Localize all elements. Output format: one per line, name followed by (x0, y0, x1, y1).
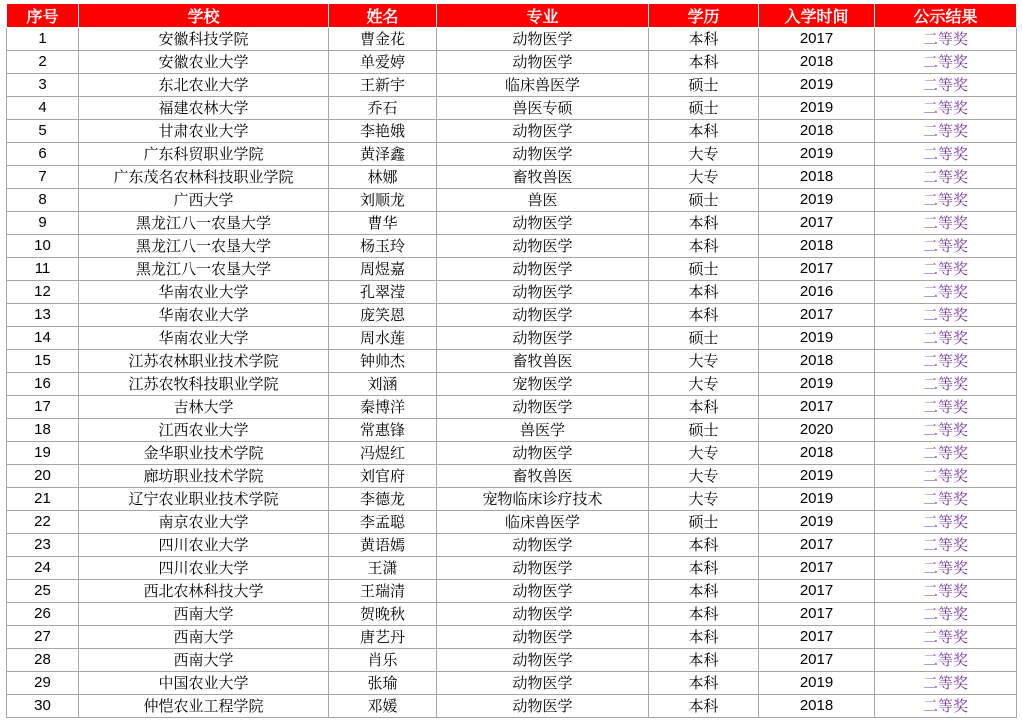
cell-major: 动物医学 (437, 281, 649, 304)
cell-result: 二等奖 (875, 258, 1017, 281)
table-row (7, 442, 1017, 465)
cell-major: 畜牧兽医 (437, 350, 649, 373)
cell-major: 宠物临床诊疗技术 (437, 488, 649, 511)
cell-school: 江苏农林职业技术学院 (79, 350, 329, 373)
cell-school: 华南农业大学 (79, 304, 329, 327)
table-row (7, 189, 1017, 212)
cell-school: 金华职业技术学院 (79, 442, 329, 465)
cell-result: 二等奖 (875, 189, 1017, 212)
table-row (7, 281, 1017, 304)
cell-enroll-year: 2019 (759, 74, 875, 97)
cell-enroll-year: 2017 (759, 534, 875, 557)
cell-result: 二等奖 (875, 212, 1017, 235)
cell-result: 二等奖 (875, 488, 1017, 511)
cell-school: 西南大学 (79, 603, 329, 626)
cell-major: 动物医学 (437, 327, 649, 350)
cell-degree: 硕士 (649, 74, 759, 97)
cell-major: 兽医学 (437, 419, 649, 442)
table-row (7, 580, 1017, 603)
cell-index: 13 (7, 304, 79, 327)
cell-degree: 本科 (649, 603, 759, 626)
cell-school: 西南大学 (79, 649, 329, 672)
cell-degree: 本科 (649, 51, 759, 74)
table-row (7, 28, 1017, 51)
cell-result: 二等奖 (875, 580, 1017, 603)
cell-school: 广东茂名农林科技职业学院 (79, 166, 329, 189)
table-row (7, 373, 1017, 396)
cell-major: 动物医学 (437, 235, 649, 258)
table-row (7, 488, 1017, 511)
cell-degree: 大专 (649, 350, 759, 373)
cell-name: 王潇 (329, 557, 437, 580)
cell-result: 二等奖 (875, 327, 1017, 350)
cell-result: 二等奖 (875, 649, 1017, 672)
cell-name: 常惠锋 (329, 419, 437, 442)
cell-enroll-year: 2018 (759, 51, 875, 74)
cell-school: 广西大学 (79, 189, 329, 212)
cell-index: 22 (7, 511, 79, 534)
cell-enroll-year: 2017 (759, 580, 875, 603)
cell-degree: 本科 (649, 304, 759, 327)
cell-name: 唐艺丹 (329, 626, 437, 649)
cell-name: 周水莲 (329, 327, 437, 350)
cell-result: 二等奖 (875, 97, 1017, 120)
table-row (7, 235, 1017, 258)
cell-school: 华南农业大学 (79, 327, 329, 350)
cell-degree: 本科 (649, 534, 759, 557)
cell-major: 动物医学 (437, 603, 649, 626)
cell-index: 10 (7, 235, 79, 258)
cell-enroll-year: 2018 (759, 235, 875, 258)
cell-school: 四川农业大学 (79, 557, 329, 580)
cell-enroll-year: 2018 (759, 166, 875, 189)
cell-enroll-year: 2018 (759, 350, 875, 373)
cell-name: 林娜 (329, 166, 437, 189)
table-header (7, 4, 1017, 28)
cell-enroll-year: 2017 (759, 28, 875, 51)
cell-enroll-year: 2019 (759, 327, 875, 350)
header-result: 公示结果 (875, 4, 1017, 28)
cell-name: 刘涵 (329, 373, 437, 396)
cell-enroll-year: 2019 (759, 672, 875, 695)
cell-major: 兽医 (437, 189, 649, 212)
table-row (7, 534, 1017, 557)
cell-index: 8 (7, 189, 79, 212)
cell-index: 14 (7, 327, 79, 350)
cell-degree: 本科 (649, 281, 759, 304)
cell-school: 广东科贸职业学院 (79, 143, 329, 166)
cell-name: 冯煜红 (329, 442, 437, 465)
cell-school: 西北农林科技大学 (79, 580, 329, 603)
cell-school: 华南农业大学 (79, 281, 329, 304)
cell-major: 畜牧兽医 (437, 465, 649, 488)
cell-index: 4 (7, 97, 79, 120)
cell-school: 江苏农牧科技职业学院 (79, 373, 329, 396)
cell-degree: 硕士 (649, 511, 759, 534)
cell-degree: 硕士 (649, 327, 759, 350)
cell-degree: 本科 (649, 580, 759, 603)
cell-name: 曹华 (329, 212, 437, 235)
table-row (7, 74, 1017, 97)
cell-name: 黄泽鑫 (329, 143, 437, 166)
table-row (7, 695, 1017, 718)
cell-name: 周煜嘉 (329, 258, 437, 281)
cell-name: 张瑜 (329, 672, 437, 695)
cell-result: 二等奖 (875, 557, 1017, 580)
cell-result: 二等奖 (875, 74, 1017, 97)
cell-enroll-year: 2019 (759, 143, 875, 166)
cell-name: 肖乐 (329, 649, 437, 672)
cell-index: 16 (7, 373, 79, 396)
cell-result: 二等奖 (875, 465, 1017, 488)
cell-school: 江西农业大学 (79, 419, 329, 442)
table-row (7, 465, 1017, 488)
cell-enroll-year: 2019 (759, 465, 875, 488)
cell-result: 二等奖 (875, 695, 1017, 718)
cell-index: 25 (7, 580, 79, 603)
cell-name: 李孟聪 (329, 511, 437, 534)
cell-result: 二等奖 (875, 603, 1017, 626)
cell-index: 28 (7, 649, 79, 672)
cell-degree: 本科 (649, 649, 759, 672)
cell-degree: 大专 (649, 465, 759, 488)
cell-degree: 硕士 (649, 258, 759, 281)
table-row (7, 672, 1017, 695)
cell-result: 二等奖 (875, 373, 1017, 396)
cell-major: 动物医学 (437, 120, 649, 143)
cell-school: 东北农业大学 (79, 74, 329, 97)
cell-enroll-year: 2017 (759, 258, 875, 281)
cell-school: 仲恺农业工程学院 (79, 695, 329, 718)
cell-enroll-year: 2019 (759, 511, 875, 534)
cell-result: 二等奖 (875, 166, 1017, 189)
cell-result: 二等奖 (875, 419, 1017, 442)
cell-degree: 大专 (649, 373, 759, 396)
cell-major: 动物医学 (437, 695, 649, 718)
cell-name: 钟帅杰 (329, 350, 437, 373)
cell-result: 二等奖 (875, 511, 1017, 534)
cell-name: 李艳娥 (329, 120, 437, 143)
cell-name: 庞笑恩 (329, 304, 437, 327)
cell-school: 廊坊职业技术学院 (79, 465, 329, 488)
cell-index: 17 (7, 396, 79, 419)
cell-index: 20 (7, 465, 79, 488)
cell-name: 王新宇 (329, 74, 437, 97)
cell-name: 邓媛 (329, 695, 437, 718)
cell-school: 四川农业大学 (79, 534, 329, 557)
cell-major: 动物医学 (437, 304, 649, 327)
cell-degree: 本科 (649, 626, 759, 649)
header-row (7, 4, 1017, 28)
cell-result: 二等奖 (875, 51, 1017, 74)
table-row (7, 419, 1017, 442)
cell-school: 黑龙江八一农垦大学 (79, 235, 329, 258)
cell-enroll-year: 2019 (759, 97, 875, 120)
cell-result: 二等奖 (875, 304, 1017, 327)
cell-degree: 本科 (649, 120, 759, 143)
cell-name: 黄语嫣 (329, 534, 437, 557)
table-row (7, 603, 1017, 626)
table-row (7, 304, 1017, 327)
cell-major: 动物医学 (437, 51, 649, 74)
cell-index: 19 (7, 442, 79, 465)
cell-result: 二等奖 (875, 442, 1017, 465)
cell-school: 南京农业大学 (79, 511, 329, 534)
table-row (7, 143, 1017, 166)
cell-name: 王瑞清 (329, 580, 437, 603)
cell-enroll-year: 2017 (759, 304, 875, 327)
cell-result: 二等奖 (875, 396, 1017, 419)
cell-name: 杨玉玲 (329, 235, 437, 258)
cell-index: 15 (7, 350, 79, 373)
cell-enroll-year: 2018 (759, 695, 875, 718)
cell-major: 临床兽医学 (437, 511, 649, 534)
cell-degree: 本科 (649, 212, 759, 235)
table-row (7, 350, 1017, 373)
cell-name: 李德龙 (329, 488, 437, 511)
cell-index: 6 (7, 143, 79, 166)
header-index: 序号 (7, 4, 79, 28)
cell-enroll-year: 2018 (759, 442, 875, 465)
cell-degree: 硕士 (649, 419, 759, 442)
cell-index: 2 (7, 51, 79, 74)
cell-major: 动物医学 (437, 396, 649, 419)
table-row (7, 120, 1017, 143)
cell-major: 动物医学 (437, 672, 649, 695)
cell-school: 安徽农业大学 (79, 51, 329, 74)
cell-enroll-year: 2017 (759, 603, 875, 626)
cell-major: 动物医学 (437, 626, 649, 649)
cell-major: 动物医学 (437, 28, 649, 51)
cell-school: 西南大学 (79, 626, 329, 649)
cell-index: 26 (7, 603, 79, 626)
cell-index: 27 (7, 626, 79, 649)
cell-degree: 本科 (649, 396, 759, 419)
cell-result: 二等奖 (875, 534, 1017, 557)
cell-major: 动物医学 (437, 212, 649, 235)
cell-result: 二等奖 (875, 120, 1017, 143)
cell-major: 动物医学 (437, 258, 649, 281)
cell-school: 辽宁农业职业技术学院 (79, 488, 329, 511)
cell-index: 1 (7, 28, 79, 51)
cell-major: 动物医学 (437, 649, 649, 672)
cell-enroll-year: 2019 (759, 488, 875, 511)
cell-school: 黑龙江八一农垦大学 (79, 212, 329, 235)
header-school: 学校 (79, 4, 329, 28)
table-row (7, 557, 1017, 580)
table-row (7, 649, 1017, 672)
cell-major: 临床兽医学 (437, 74, 649, 97)
cell-name: 孔翠滢 (329, 281, 437, 304)
cell-major: 动物医学 (437, 534, 649, 557)
cell-enroll-year: 2016 (759, 281, 875, 304)
cell-degree: 本科 (649, 672, 759, 695)
cell-school: 吉林大学 (79, 396, 329, 419)
cell-degree: 大专 (649, 442, 759, 465)
cell-enroll-year: 2017 (759, 212, 875, 235)
cell-major: 畜牧兽医 (437, 166, 649, 189)
cell-result: 二等奖 (875, 350, 1017, 373)
cell-name: 乔石 (329, 97, 437, 120)
header-name: 姓名 (329, 4, 437, 28)
cell-name: 贺晚秋 (329, 603, 437, 626)
cell-enroll-year: 2017 (759, 626, 875, 649)
cell-school: 福建农林大学 (79, 97, 329, 120)
award-table (6, 3, 1017, 718)
table-body (7, 28, 1017, 718)
cell-index: 9 (7, 212, 79, 235)
cell-index: 24 (7, 557, 79, 580)
cell-enroll-year: 2018 (759, 120, 875, 143)
cell-degree: 本科 (649, 235, 759, 258)
cell-enroll-year: 2017 (759, 649, 875, 672)
cell-enroll-year: 2017 (759, 557, 875, 580)
cell-result: 二等奖 (875, 281, 1017, 304)
cell-school: 甘肃农业大学 (79, 120, 329, 143)
cell-major: 动物医学 (437, 580, 649, 603)
cell-index: 29 (7, 672, 79, 695)
cell-name: 秦博洋 (329, 396, 437, 419)
header-enroll-year: 入学时间 (759, 4, 875, 28)
table-row (7, 258, 1017, 281)
header-major: 专业 (437, 4, 649, 28)
cell-major: 动物医学 (437, 442, 649, 465)
table-row (7, 626, 1017, 649)
cell-degree: 本科 (649, 695, 759, 718)
cell-degree: 大专 (649, 143, 759, 166)
cell-index: 30 (7, 695, 79, 718)
cell-degree: 硕士 (649, 189, 759, 212)
table-row (7, 212, 1017, 235)
cell-result: 二等奖 (875, 235, 1017, 258)
cell-enroll-year: 2020 (759, 419, 875, 442)
table-row (7, 166, 1017, 189)
cell-enroll-year: 2019 (759, 373, 875, 396)
cell-name: 曹金花 (329, 28, 437, 51)
table-row (7, 511, 1017, 534)
cell-degree: 本科 (649, 28, 759, 51)
table-row (7, 327, 1017, 350)
cell-major: 动物医学 (437, 557, 649, 580)
cell-degree: 大专 (649, 488, 759, 511)
cell-result: 二等奖 (875, 28, 1017, 51)
cell-name: 刘顺龙 (329, 189, 437, 212)
cell-degree: 本科 (649, 557, 759, 580)
table-row (7, 51, 1017, 74)
cell-index: 21 (7, 488, 79, 511)
header-degree: 学历 (649, 4, 759, 28)
cell-index: 18 (7, 419, 79, 442)
cell-name: 单爱婷 (329, 51, 437, 74)
cell-index: 11 (7, 258, 79, 281)
cell-school: 黑龙江八一农垦大学 (79, 258, 329, 281)
cell-result: 二等奖 (875, 672, 1017, 695)
cell-school: 中国农业大学 (79, 672, 329, 695)
cell-name: 刘官府 (329, 465, 437, 488)
cell-enroll-year: 2019 (759, 189, 875, 212)
cell-degree: 硕士 (649, 97, 759, 120)
cell-school: 安徽科技学院 (79, 28, 329, 51)
cell-enroll-year: 2017 (759, 396, 875, 419)
cell-index: 12 (7, 281, 79, 304)
cell-index: 7 (7, 166, 79, 189)
cell-index: 23 (7, 534, 79, 557)
table-row (7, 97, 1017, 120)
cell-index: 5 (7, 120, 79, 143)
cell-major: 兽医专硕 (437, 97, 649, 120)
cell-major: 宠物医学 (437, 373, 649, 396)
table-row (7, 396, 1017, 419)
cell-result: 二等奖 (875, 143, 1017, 166)
cell-index: 3 (7, 74, 79, 97)
cell-major: 动物医学 (437, 143, 649, 166)
cell-degree: 大专 (649, 166, 759, 189)
cell-result: 二等奖 (875, 626, 1017, 649)
